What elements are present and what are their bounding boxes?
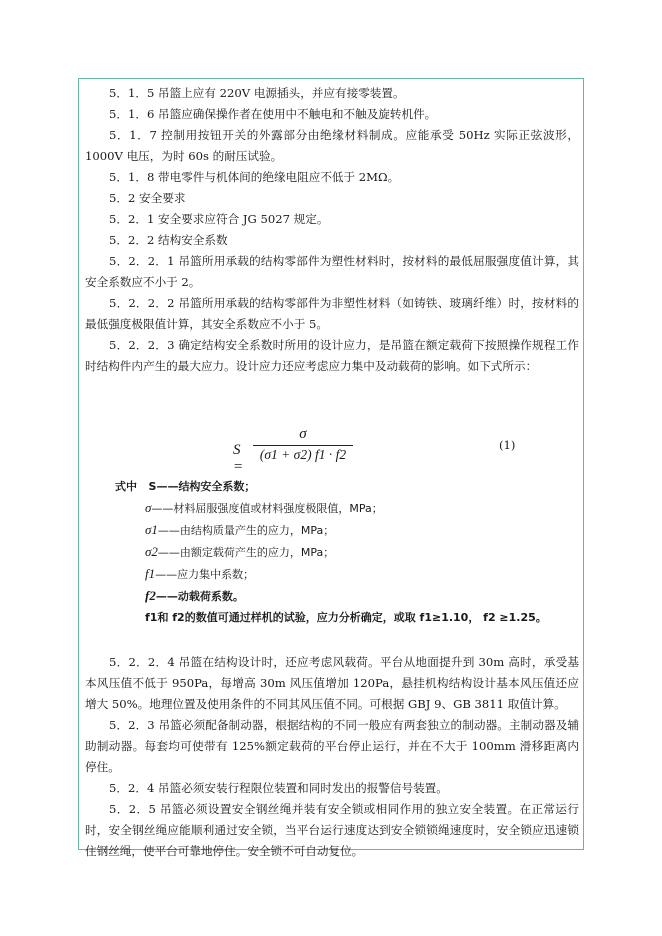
definition-row-sigma [115,497,547,519]
clause-5-2-2-heading: 5．2．2 结构安全系数 [109,233,228,247]
definitions-intro: 式中 [115,480,137,493]
formula-fraction [253,426,353,463]
definition-text: ——由额定载荷产生的应力，MPa； [157,546,335,559]
definition-symbol: f2 [145,588,156,603]
formula-block [79,414,585,634]
clause-5-2-1: 5．2．1 安全要求应符合 JG 5027 规定。 [109,212,329,226]
definition-text: ——结构安全系数； [156,480,256,493]
formula-numerator: σ [299,426,307,442]
definition-text: ——由结构质量产生的应力，MPa； [157,524,335,537]
section-5-2-heading: 5．2 安全要求 [109,191,186,205]
definition-symbol: σ [145,500,152,515]
definition-text: ——材料屈服强度值或材料强度极限值，MPa； [151,502,383,515]
definition-text: ——应力集中系数； [155,568,255,581]
formula-number: (1) [499,438,516,452]
clause-5-2-2-1: 5．2．2．1 吊篮所用承载的结构零部件为塑性材料时，按材料的最低屈服强度值计算，其安全系数应不小于 2。 [85,254,579,289]
clause-5-2-4: 5．2．4 吊篮必须安装行程限位装置和同时发出的报警信号装置。 [109,781,448,795]
definition-note: f1和 f2的数值可通过样机的试验，应力分析确定，或取 f1≥1.10， f2 ≥1.25。 [145,611,547,624]
definition-row-sigma1 [115,519,547,541]
formula-lhs: S = [233,442,244,475]
clause-5-2-2-4: 5．2．2．4 吊篮在结构设计时，还应考虑风载荷。平台从地面提升到 30m 高时，承受基本风压值不低于 950Pa，每增高 30m 风压值增加 120Pa，悬挂机构结构设计基本风压值还应增大 50%。地理位置及使用条件的不同其风压值不同。可根据 GBJ 9、GB 3811 取值计算。 [85,655,579,711]
fraction-bar [253,445,353,446]
formula-definitions [115,476,547,628]
clause-5-2-2-2: 5．2．2．2 吊篮所用承载的结构零部件为非塑性材料（如铸铁、玻璃纤维）时，按材料的最低强度极限值计算，其安全系数应不小于 5。 [85,296,579,331]
formula-denominator: (σ1 + σ2) f1 · f2 [259,447,347,462]
definition-text: ——动载荷系数。 [155,590,244,603]
clause-5-1-8: 5．1．8 带电零件与机体间的绝缘电阻应不低于 2MΩ。 [109,170,400,184]
clause-5-1-6: 5．1．6 吊篮应确保操作者在使用中不触电和不触及旋转机件。 [109,107,437,121]
definition-symbol: f1 [145,566,156,581]
definition-symbol: S [148,480,157,493]
clause-5-2-3: 5．2．3 吊篮必须配备制动器，根据结构的不同一般应有两套独立的制动器。主制动器及辅助制动器。每套均可使带有 125%额定载荷的平台停止运行，并在不大于 100mm 滑移距离内停住。 [85,718,579,774]
definition-row-s [115,476,547,497]
clause-5-2-2-3: 5．2．2．3 确定结构安全系数时所用的设计应力，是吊篮在额定载荷下按照操作规程工作时结构件内产生的最大应力。设计应力还应考虑应力集中及动载荷的影响。如下式所示： [85,338,579,373]
definition-row-f1 [115,563,547,585]
document-frame [78,78,584,858]
clause-5-1-5: 5．1．5 吊篮上应有 220V 电源插头，并应有接零装置。 [109,86,405,100]
definition-row-sigma2 [115,541,547,563]
definition-symbol: σ2 [145,544,158,559]
definition-row-f2 [115,585,547,607]
clause-5-2-5: 5．2．5 吊篮必须设置安全钢丝绳并装有安全锁或相同作用的独立安全装置。在正常运行时，安全钢丝绳应能顺利通过安全锁，当平台运行速度达到安全锁锁绳速度时，安全锁应迅速锁住钢丝绳，使平台可靠地停住。安全锁不可自动复位。 [85,802,579,858]
definition-symbol: σ1 [145,522,158,537]
clause-5-1-7: 5．1．7 控制用按钮开关的外露部分由绝缘材料制成。应能承受 50Hz 实际正弦波形，1000V 电压，为时 60s 的耐压试验。 [85,128,579,163]
